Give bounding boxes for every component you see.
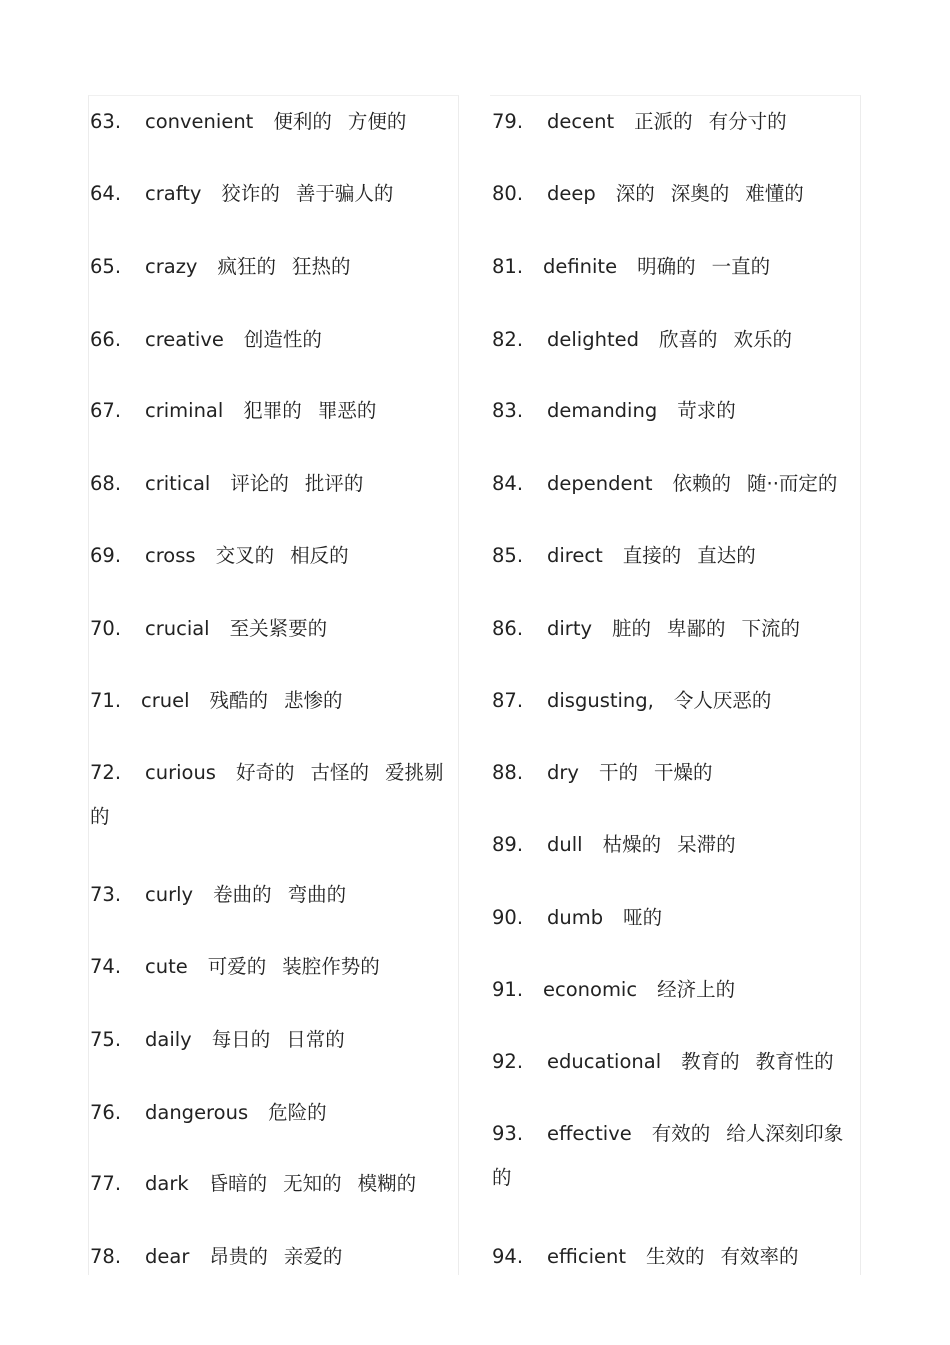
entry-number: 86.	[492, 617, 524, 640]
vocab-entry	[492, 245, 854, 289]
entry-word: daily	[145, 1028, 192, 1051]
entry-word: demanding	[547, 399, 658, 422]
vocab-entry	[90, 100, 452, 144]
entry-definition: 苛求的	[677, 399, 736, 422]
entry-definition: 随··而定的	[747, 472, 838, 495]
entry-definition: 深的	[615, 182, 655, 205]
entry-number: 68.	[90, 472, 122, 495]
vocab-entry	[90, 679, 452, 723]
entry-definition: 明确的	[637, 255, 696, 278]
entry-word: creative	[145, 328, 224, 351]
entry-definition: 装腔作势的	[282, 955, 380, 978]
entry-definition: 悲惨的	[284, 689, 343, 712]
entry-definition: 便利的	[273, 110, 332, 133]
vocab-entry	[90, 1091, 452, 1135]
entry-number: 87.	[492, 689, 524, 712]
entry-number: 76.	[90, 1101, 122, 1124]
entry-number: 72.	[90, 761, 122, 784]
entry-number: 94.	[492, 1245, 524, 1268]
entry-definition: 欢乐的	[733, 328, 792, 351]
entry-number: 84.	[492, 472, 524, 495]
vocab-entry	[90, 534, 452, 578]
entry-definition: 狡诈的	[221, 182, 280, 205]
entry-definition: 可爱的	[207, 955, 267, 978]
entry-definition: 下流的	[741, 617, 801, 640]
vocab-entry	[492, 1235, 854, 1279]
entry-definition: 令人厌恶的	[673, 689, 772, 712]
entry-definition: 创造性的	[243, 328, 322, 351]
entry-number: 64.	[90, 182, 122, 205]
entry-number: 78.	[90, 1245, 122, 1268]
entry-definition: 日常的	[286, 1028, 345, 1051]
entry-definition: 教育的	[681, 1050, 740, 1073]
entry-number: 63.	[90, 110, 122, 133]
entry-definition: 哑的	[623, 906, 663, 929]
entry-definition: 昏暗的	[208, 1172, 268, 1195]
entry-definition: 批评的	[304, 472, 364, 495]
entry-definition: 经济上的	[657, 978, 736, 1001]
entry-word: critical	[145, 472, 211, 495]
entry-word: dirty	[547, 617, 592, 640]
entry-definition: 一直的	[711, 255, 771, 278]
entry-definition: 罪恶的	[317, 399, 377, 422]
entry-number: 83.	[492, 399, 524, 422]
entry-definition: 残酷的	[209, 689, 269, 712]
entry-definition: 弯曲的	[287, 883, 347, 906]
vocab-entry	[492, 823, 854, 867]
entry-definition: 直达的	[697, 544, 756, 567]
entry-number: 75.	[90, 1028, 122, 1051]
entry-word: effective	[547, 1122, 632, 1145]
vocab-column-left	[88, 95, 459, 1275]
entry-definition: 有效的	[651, 1122, 711, 1145]
entry-number: 67.	[90, 399, 122, 422]
entry-number: 82.	[492, 328, 524, 351]
entry-number: 73.	[90, 883, 122, 906]
entry-word: disgusting,	[547, 689, 654, 712]
entry-definition: 评论的	[230, 472, 289, 495]
entry-word: dear	[145, 1245, 190, 1268]
entry-definition: 好奇的	[235, 761, 295, 784]
entry-word: convenient	[145, 110, 254, 133]
entry-definition: 古怪的	[310, 761, 369, 784]
entry-definition: 犯罪的	[243, 399, 302, 422]
entry-definition: 交叉的	[215, 544, 275, 567]
vocab-entry	[492, 172, 854, 216]
vocab-entry	[492, 389, 854, 433]
entry-definition: 危险的	[268, 1101, 327, 1124]
entry-number: 80.	[492, 182, 524, 205]
entry-word: delighted	[547, 328, 639, 351]
entry-number: 70.	[90, 617, 122, 640]
entry-word: cruel	[141, 689, 190, 712]
vocab-entry	[90, 751, 452, 839]
entry-definition: 爱挑剔的	[90, 761, 444, 828]
vocab-entry	[90, 1162, 452, 1206]
entry-word: dry	[547, 761, 579, 784]
entry-definition: 卷曲的	[213, 883, 272, 906]
entry-definition: 欣喜的	[658, 328, 718, 351]
entry-number: 79.	[492, 110, 524, 133]
entry-number: 90.	[492, 906, 524, 929]
entry-definition: 深奥的	[670, 182, 730, 205]
entry-word: direct	[547, 544, 603, 567]
entry-definition: 狂热的	[291, 255, 351, 278]
vocab-entry	[492, 534, 854, 578]
entry-definition: 每日的	[211, 1028, 271, 1051]
entry-number: 93.	[492, 1122, 524, 1145]
entry-definition: 卑鄙的	[667, 617, 726, 640]
entry-number: 92.	[492, 1050, 524, 1073]
entry-word: economic	[543, 978, 638, 1001]
entry-number: 71.	[90, 689, 122, 712]
entry-word: definite	[543, 255, 618, 278]
vocab-entry	[492, 607, 854, 651]
entry-definition: 无知的	[283, 1172, 342, 1195]
entry-number: 91.	[492, 978, 524, 1001]
vocab-entry	[90, 1235, 452, 1279]
vocab-entry	[492, 896, 854, 940]
entry-definition: 亲爱的	[283, 1245, 343, 1268]
entry-definition: 依赖的	[672, 472, 732, 495]
entry-word: curly	[145, 883, 194, 906]
entry-word: dependent	[547, 472, 653, 495]
entry-definition: 呆滞的	[677, 833, 736, 856]
entry-definition: 直接的	[622, 544, 682, 567]
vocab-entry	[90, 873, 452, 917]
entry-number: 74.	[90, 955, 122, 978]
entry-word: decent	[547, 110, 615, 133]
entry-word: cute	[145, 955, 188, 978]
entry-word: dangerous	[145, 1101, 249, 1124]
entry-word: deep	[547, 182, 596, 205]
vocab-entry	[90, 462, 452, 506]
vocab-entry	[492, 1040, 854, 1084]
entry-number: 69.	[90, 544, 122, 567]
vocab-column-right	[490, 95, 861, 1275]
entry-word: crafty	[145, 182, 202, 205]
vocab-entry	[90, 389, 452, 433]
vocab-entry	[90, 607, 452, 651]
vocab-entry	[90, 1018, 452, 1062]
entry-word: curious	[145, 761, 216, 784]
entry-word: crazy	[145, 255, 198, 278]
entry-definition: 生效的	[646, 1245, 705, 1268]
entry-definition: 模糊的	[357, 1172, 417, 1195]
entry-definition: 疯狂的	[217, 255, 276, 278]
entry-number: 65.	[90, 255, 122, 278]
entry-number: 88.	[492, 761, 524, 784]
entry-word: educational	[547, 1050, 662, 1073]
vocab-entry	[90, 172, 452, 216]
vocab-entry	[492, 1112, 854, 1200]
entry-word: dull	[547, 833, 583, 856]
vocab-entry	[90, 318, 452, 362]
vocab-entry	[492, 462, 854, 506]
entry-definition: 至关紧要的	[229, 617, 328, 640]
entry-definition: 正派的	[634, 110, 693, 133]
entry-number: 81.	[492, 255, 524, 278]
entry-word: efficient	[547, 1245, 626, 1268]
entry-word: crucial	[145, 617, 210, 640]
vocab-entry	[90, 945, 452, 989]
entry-word: dark	[145, 1172, 189, 1195]
entry-definition: 有效率的	[720, 1245, 799, 1268]
entry-definition: 枯燥的	[602, 833, 662, 856]
entry-definition: 有分寸的	[708, 110, 787, 133]
entry-word: dumb	[547, 906, 604, 929]
vocab-entry	[492, 679, 854, 723]
entry-word: cross	[145, 544, 196, 567]
entry-number: 85.	[492, 544, 524, 567]
entry-definition: 昂贵的	[209, 1245, 268, 1268]
vocab-entry	[492, 318, 854, 362]
entry-definition: 善于骗人的	[295, 182, 394, 205]
entry-definition: 难懂的	[745, 182, 804, 205]
entry-definition: 干的	[598, 761, 638, 784]
vocab-entry	[90, 245, 452, 289]
entry-definition: 方便的	[347, 110, 407, 133]
entry-definition: 教育性的	[755, 1050, 834, 1073]
vocab-entry	[492, 968, 854, 1012]
entry-definition: 给人深刻印象的	[492, 1122, 844, 1189]
entry-number: 77.	[90, 1172, 122, 1195]
entry-number: 89.	[492, 833, 524, 856]
entry-number: 66.	[90, 328, 122, 351]
entry-definition: 干燥的	[653, 761, 713, 784]
entry-definition: 脏的	[612, 617, 652, 640]
vocab-entry	[492, 100, 854, 144]
entry-definition: 相反的	[290, 544, 349, 567]
entry-word: criminal	[145, 399, 224, 422]
vocab-entry	[492, 751, 854, 795]
